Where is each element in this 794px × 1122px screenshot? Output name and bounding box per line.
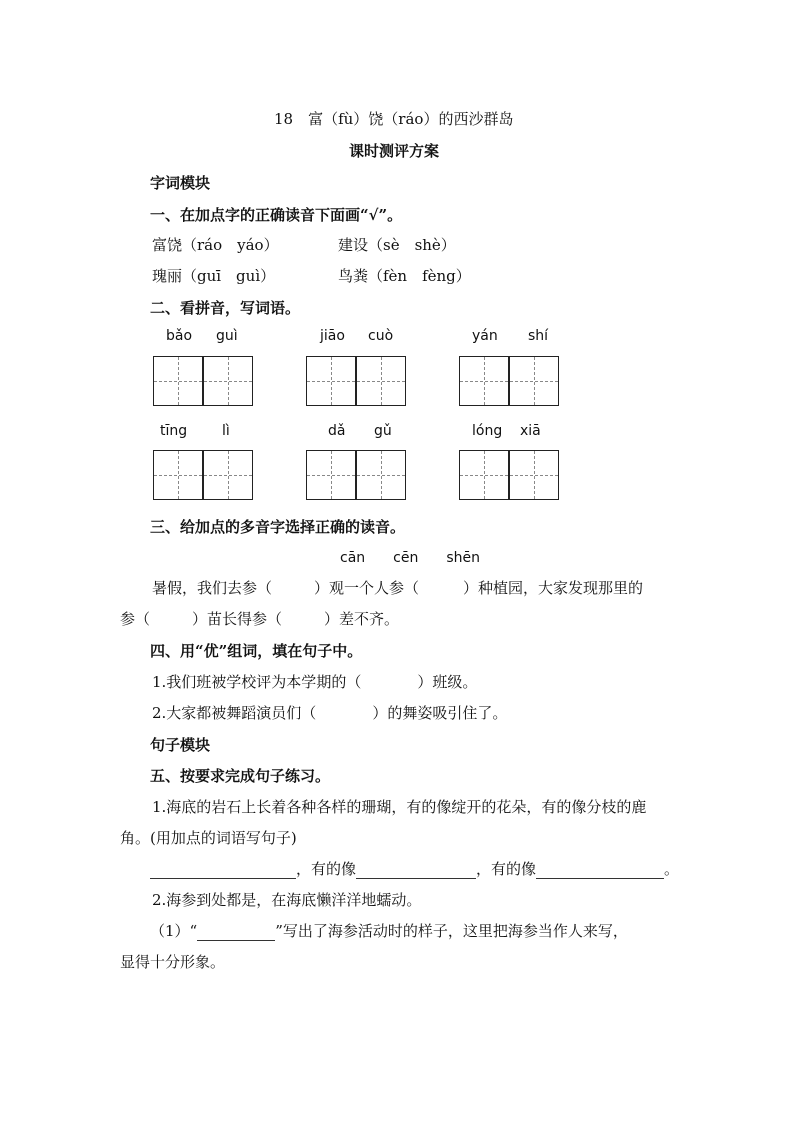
q3-sentence-line2 (120, 608, 399, 629)
answer-underline[interactable] (150, 862, 296, 879)
question-3-title: 三、给加点的多音字选择正确的读音。 (150, 518, 406, 536)
pinyin-label: lì (222, 423, 230, 439)
q5-fill-line (150, 858, 679, 879)
q5-fill-text: ，有的像 (296, 860, 357, 878)
pinyin-label: jiāo (320, 328, 345, 344)
pinyin-label: dǎ (328, 423, 346, 439)
pinyin-label: bǎo (166, 328, 193, 344)
question-2-title: 二、看拼音，写词语。 (150, 299, 301, 317)
writing-grid-box[interactable] (459, 450, 509, 500)
writing-grid-box[interactable] (509, 450, 559, 500)
writing-grid-box[interactable] (356, 356, 406, 406)
question-1-title: 一、在加点字的正确读音下面画“√”。 (150, 206, 403, 224)
q5-fill-text: 。 (664, 860, 680, 878)
q1-item: 建设（sè shè） (338, 236, 456, 254)
q3-text: 暑假，我们去参（ (152, 579, 273, 597)
q4-text: ）的舞姿吸引住了。 (372, 704, 508, 722)
page-subtitle: 课时测评方案 (349, 142, 440, 160)
q4-sentence-2 (152, 702, 507, 723)
q1-item: 瑰丽（guī guì） (152, 267, 276, 285)
writing-grid-box[interactable] (203, 356, 253, 406)
q4-text: 2.大家都被舞蹈演员们（ (152, 704, 317, 722)
q5-text: ”写出了海参活动时的样子，这里把海参当作人来写， (275, 922, 628, 940)
module-heading-sentences: 句子模块 (150, 736, 211, 754)
q5-sub-question-cont: 显得十分形象。 (120, 953, 226, 971)
pinyin-label: shí (528, 328, 549, 344)
pinyin-label: tīng (160, 423, 188, 439)
writing-grid-box[interactable] (203, 450, 253, 500)
q5-sentence-1: 1.海底的岩石上长着各种各样的珊瑚，有的像绽开的花朵，有的像分枝的鹿 (152, 798, 647, 816)
answer-underline[interactable] (197, 924, 275, 941)
q5-sentence-1-cont: 角。(用加点的词语写句子) (120, 829, 297, 847)
q5-sentence-2: 2.海参到处都是，在海底懒洋洋地蠕动。 (152, 891, 422, 909)
writing-grid-box[interactable] (153, 356, 203, 406)
q3-text: ）种植园，大家发现那里的 (463, 579, 644, 597)
q3-text: ）差不齐。 (324, 610, 400, 628)
q5-sub-question (150, 920, 628, 941)
q5-fill-text: ，有的像 (476, 860, 537, 878)
q4-text: ）班级。 (417, 673, 478, 691)
q1-item: 鸟粪（fèn fèng） (338, 267, 471, 285)
q3-text: ）苗长得参（ (192, 610, 283, 628)
q3-text: 参（ (120, 610, 151, 628)
pinyin-label: gǔ (374, 423, 392, 439)
question-4-title: 四、用“优”组词，填在句子中。 (150, 642, 363, 660)
writing-grid-box[interactable] (509, 356, 559, 406)
answer-underline[interactable] (536, 862, 664, 879)
pinyin-label: guì (216, 328, 238, 344)
pinyin-options: cān cēn shēn (340, 550, 480, 566)
module-heading-words: 字词模块 (150, 174, 211, 192)
pinyin-label: yán (472, 328, 498, 344)
q4-text: 1.我们班被学校评为本学期的（ (152, 673, 362, 691)
writing-grid-box[interactable] (306, 450, 356, 500)
q3-sentence-line1 (152, 577, 643, 598)
writing-grid-box[interactable] (153, 450, 203, 500)
writing-grid-box[interactable] (306, 356, 356, 406)
q3-text: ）观一个人参（ (314, 579, 420, 597)
answer-underline[interactable] (356, 862, 476, 879)
writing-grid-box[interactable] (356, 450, 406, 500)
q5-text: （1）“ (150, 922, 198, 940)
q1-item: 富饶（ráo yáo） (152, 236, 279, 254)
question-5-title: 五、按要求完成句子练习。 (150, 767, 331, 785)
pinyin-label: cuò (368, 328, 394, 344)
q4-sentence-1 (152, 671, 477, 692)
writing-grid-box[interactable] (459, 356, 509, 406)
page-title: 18 富（fù）饶（ráo）的西沙群岛 (274, 110, 514, 128)
pinyin-label: xiā (520, 423, 541, 439)
pinyin-label: lóng (472, 423, 503, 439)
